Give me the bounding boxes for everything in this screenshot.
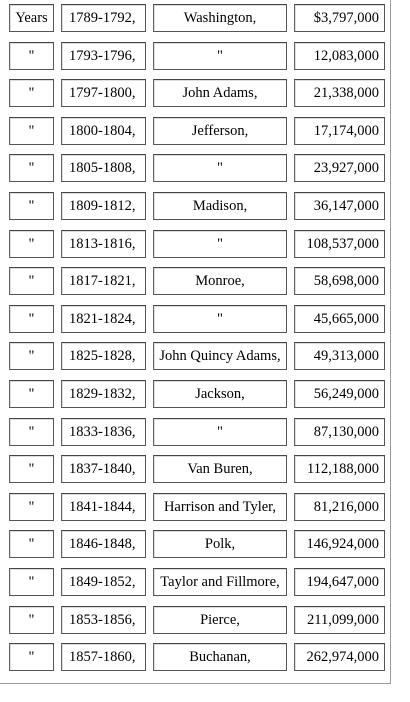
table-row <box>0 226 391 264</box>
president-cell: Polk, <box>153 530 287 558</box>
table-row <box>0 150 391 188</box>
period-cell: 1849-1852, <box>61 568 146 596</box>
years-cell: " <box>9 230 54 258</box>
president-cell: Buchanan, <box>153 643 287 671</box>
president-cell: " <box>153 42 287 70</box>
period-cell: 1793-1796, <box>61 42 146 70</box>
president-cell: John Quincy Adams, <box>153 342 287 370</box>
amount-cell: 56,249,000 <box>294 380 385 408</box>
amount-cell: 45,665,000 <box>294 305 385 333</box>
president-cell: Harrison and Tyler, <box>153 493 287 521</box>
amount-cell: 49,313,000 <box>294 342 385 370</box>
period-cell: 1853-1856, <box>61 606 146 634</box>
years-cell: " <box>9 606 54 634</box>
amount-cell: 36,147,000 <box>294 192 385 220</box>
years-cell: " <box>9 79 54 107</box>
years-cell: " <box>9 643 54 671</box>
years-cell: " <box>9 154 54 182</box>
president-cell: Pierce, <box>153 606 287 634</box>
president-cell: Madison, <box>153 192 287 220</box>
table-row <box>0 188 391 226</box>
period-cell: 1837-1840, <box>61 455 146 483</box>
table-row <box>0 75 391 113</box>
amount-cell: 58,698,000 <box>294 267 385 295</box>
years-cell: " <box>9 530 54 558</box>
years-cell: Years <box>9 4 54 32</box>
president-cell: Jefferson, <box>153 117 287 145</box>
president-cell: Monroe, <box>153 267 287 295</box>
amount-cell: 23,927,000 <box>294 154 385 182</box>
amount-cell: 108,537,000 <box>294 230 385 258</box>
years-cell: " <box>9 267 54 295</box>
years-cell: " <box>9 568 54 596</box>
period-cell: 1805-1808, <box>61 154 146 182</box>
president-cell: " <box>153 418 287 446</box>
table-row <box>0 564 391 602</box>
amount-cell: 17,174,000 <box>294 117 385 145</box>
amount-cell: 81,216,000 <box>294 493 385 521</box>
period-cell: 1833-1836, <box>61 418 146 446</box>
table-row <box>0 489 391 527</box>
president-cell: Taylor and Fillmore, <box>153 568 287 596</box>
period-cell: 1841-1844, <box>61 493 146 521</box>
president-cell: Van Buren, <box>153 455 287 483</box>
table-row <box>0 526 391 564</box>
president-cell: Washington, <box>153 4 287 32</box>
amount-cell: 211,099,000 <box>294 606 385 634</box>
years-cell: " <box>9 380 54 408</box>
table-row <box>0 113 391 151</box>
table-row <box>0 376 391 414</box>
years-cell: " <box>9 455 54 483</box>
amount-cell: 146,924,000 <box>294 530 385 558</box>
period-cell: 1829-1832, <box>61 380 146 408</box>
president-cell: John Adams, <box>153 79 287 107</box>
period-cell: 1800-1804, <box>61 117 146 145</box>
amount-cell: $3,797,000 <box>294 4 385 32</box>
amount-cell: 12,083,000 <box>294 42 385 70</box>
years-cell: " <box>9 493 54 521</box>
table-row <box>0 301 391 339</box>
years-cell: " <box>9 305 54 333</box>
years-cell: " <box>9 117 54 145</box>
period-cell: 1797-1800, <box>61 79 146 107</box>
president-cell: " <box>153 230 287 258</box>
amount-cell: 194,647,000 <box>294 568 385 596</box>
president-cell: " <box>153 305 287 333</box>
table-row <box>0 451 391 489</box>
table-row <box>0 414 391 452</box>
years-cell: " <box>9 418 54 446</box>
table-row <box>0 0 391 38</box>
period-cell: 1821-1824, <box>61 305 146 333</box>
president-cell: Jackson, <box>153 380 287 408</box>
period-cell: 1813-1816, <box>61 230 146 258</box>
table-row <box>0 639 391 677</box>
period-cell: 1789-1792, <box>61 4 146 32</box>
president-cell: " <box>153 154 287 182</box>
period-cell: 1825-1828, <box>61 342 146 370</box>
period-cell: 1809-1812, <box>61 192 146 220</box>
table-row <box>0 263 391 301</box>
table-row <box>0 338 391 376</box>
period-cell: 1846-1848, <box>61 530 146 558</box>
period-cell: 1857-1860, <box>61 643 146 671</box>
amount-cell: 21,338,000 <box>294 79 385 107</box>
period-cell: 1817-1821, <box>61 267 146 295</box>
table-row <box>0 38 391 76</box>
years-cell: " <box>9 342 54 370</box>
table-row <box>0 602 391 640</box>
amount-cell: 262,974,000 <box>294 643 385 671</box>
years-cell: " <box>9 192 54 220</box>
amount-cell: 87,130,000 <box>294 418 385 446</box>
years-cell: " <box>9 42 54 70</box>
amount-cell: 112,188,000 <box>294 455 385 483</box>
